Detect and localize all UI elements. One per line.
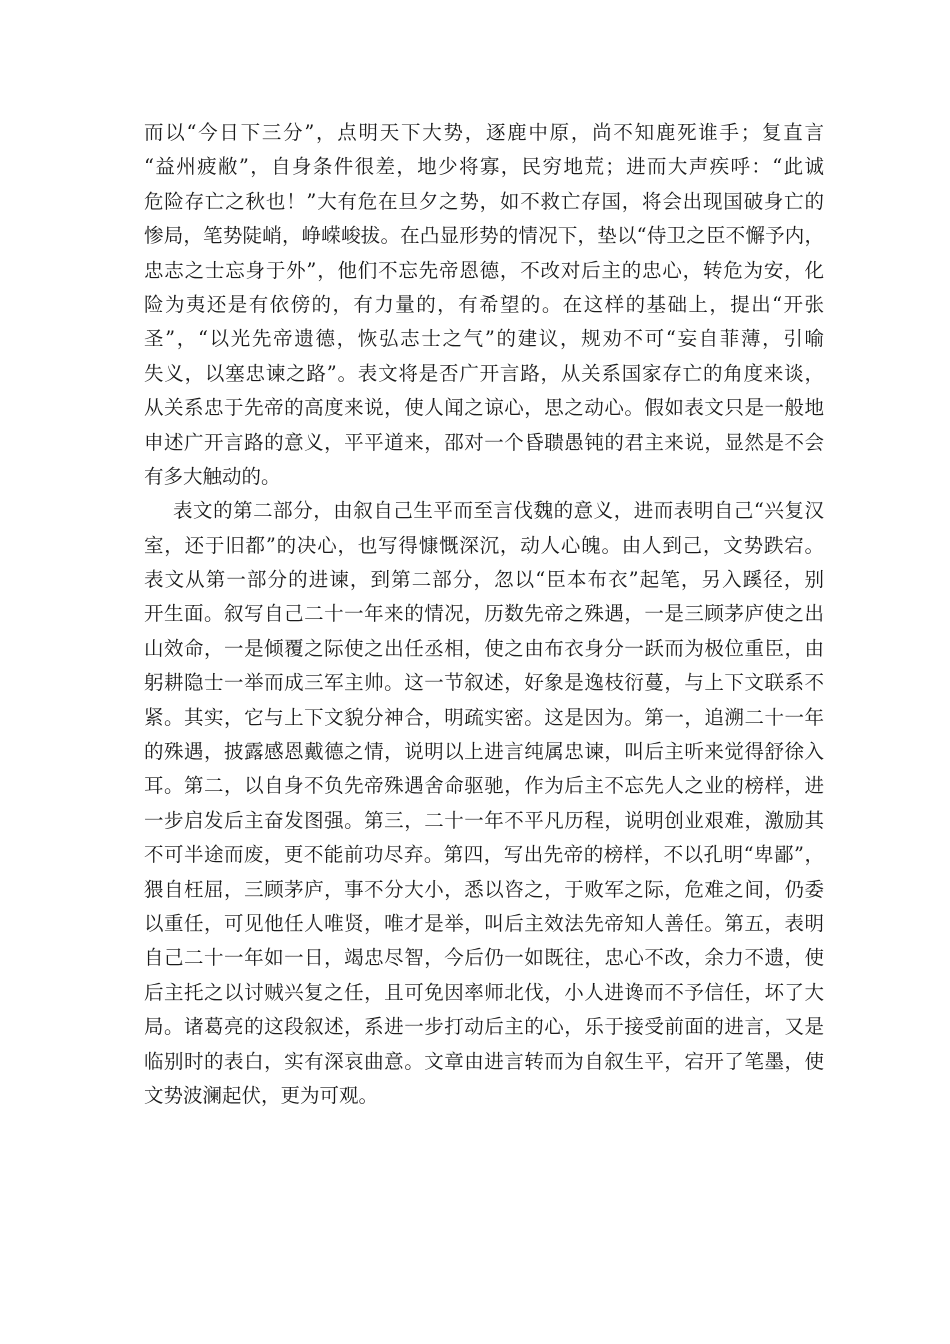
text-line: 后主托之以讨贼兴复之任，且可免因率师北伐，小人进谗而不予信任，坏了大 [144, 980, 824, 1004]
text-line: 表文的第二部分，由叙自己生平而至言伐魏的意义，进而表明自己“兴复汉 [173, 499, 824, 523]
text-line: 一步启发后主奋发图强。第三，二十一年不平凡历程，说明创业艰难，激励其 [144, 808, 824, 832]
document-body [144, 116, 824, 1113]
text-line: 躬耕隐士一举而成三军主帅。这一节叙述，好象是逸枝衍蔓，与上下文联系不 [144, 671, 824, 695]
text-line: 耳。第二，以自身不负先帝殊遇舍命驱驰，作为后主不忘先人之业的榜样，进 [144, 774, 824, 798]
paragraph-2 [144, 494, 824, 1113]
text-line: 险为夷还是有依傍的，有力量的，有希望的。在这样的基础上，提出“开张 [144, 292, 824, 316]
text-line: 的殊遇，披露感恩戴德之情，说明以上进言纯属忠谏，叫后主听来觉得舒徐入 [144, 740, 824, 764]
text-line: 文势波澜起伏，更为可观。 [144, 1083, 379, 1107]
text-line: 危险存亡之秋也！”大有危在旦夕之势，如不救亡存国，将会出现国破身亡的 [144, 189, 824, 213]
text-line: 不可半途而废，更不能前功尽弃。第四，写出先帝的榜样，不以孔明“卑鄙”， [144, 843, 824, 867]
text-line: 临别时的表白，实有深哀曲意。文章由进言转而为自叙生平，宕开了笔墨，使 [144, 1049, 824, 1073]
text-line: 忠志之士忘身于外”，他们不忘先帝恩德，不改对后主的忠心，转危为安，化 [144, 258, 824, 282]
text-line: 而以“今日下三分”，点明天下大势，逐鹿中原，尚不知鹿死谁手；复直言 [144, 121, 824, 144]
text-line: 圣”，“以光先帝遗德，恢弘志士之气”的建议，规劝不可“妄自菲薄，引喻 [144, 327, 824, 351]
text-line: 室，还于旧都”的决心，也写得慷慨深沉，动人心魄。由人到己，文势跌宕。 [144, 533, 824, 557]
text-line: 从关系忠于先帝的高度来说，使人闻之谅心，思之动心。假如表文只是一般地 [144, 396, 824, 420]
text-line: 自己二十一年如一日，竭忠尽智，今后仍一如既往，忠心不改，余力不遗，使 [144, 946, 824, 970]
text-line: 失义，以塞忠谏之路”。表文将是否广开言路，从关系国家存亡的角度来谈， [144, 361, 824, 385]
text-line: 以重任，可见他任人唯贤，唯才是举，叫后主效法先帝知人善任。第五，表明 [144, 911, 824, 935]
text-line: 紧。其实，它与上下文貌分神合，明疏实密。这是因为。第一，追溯二十一年 [144, 705, 824, 729]
text-line: 猥自枉屈，三顾茅庐，事不分大小，悉以咨之，于败军之际，危难之间，仍委 [144, 877, 824, 901]
text-line: 开生面。叙写自己二十一年来的情况，历数先帝之殊遇，一是三顾茅庐使之出 [144, 602, 824, 626]
text-line: 有多大触动的。 [144, 464, 281, 488]
text-line: 表文从第一部分的进谏，到第二部分，忽以“臣本布衣”起笔，另入蹊径，别 [144, 568, 824, 592]
paragraph-1 [144, 116, 824, 494]
text-line: “益州疲敝”，自身条件很差，地少将寡，民穷地荒；进而大声疾呼：“此诚 [144, 155, 824, 179]
text-line: 局。诸葛亮的这段叙述，系进一步打动后主的心，乐于接受前面的进言，又是 [144, 1015, 824, 1039]
text-line: 惨局，笔势陡峭，峥嵘峻拔。在凸显形势的情况下，垫以“侍卫之臣不懈予内， [144, 224, 824, 248]
text-line: 山效命，一是倾覆之际使之出任丞相，使之由布衣身分一跃而为极位重臣，由 [144, 636, 824, 660]
text-line: 申述广开言路的意义，平平道来，邵对一个昏聩愚钝的君主来说，显然是不会 [144, 430, 824, 454]
